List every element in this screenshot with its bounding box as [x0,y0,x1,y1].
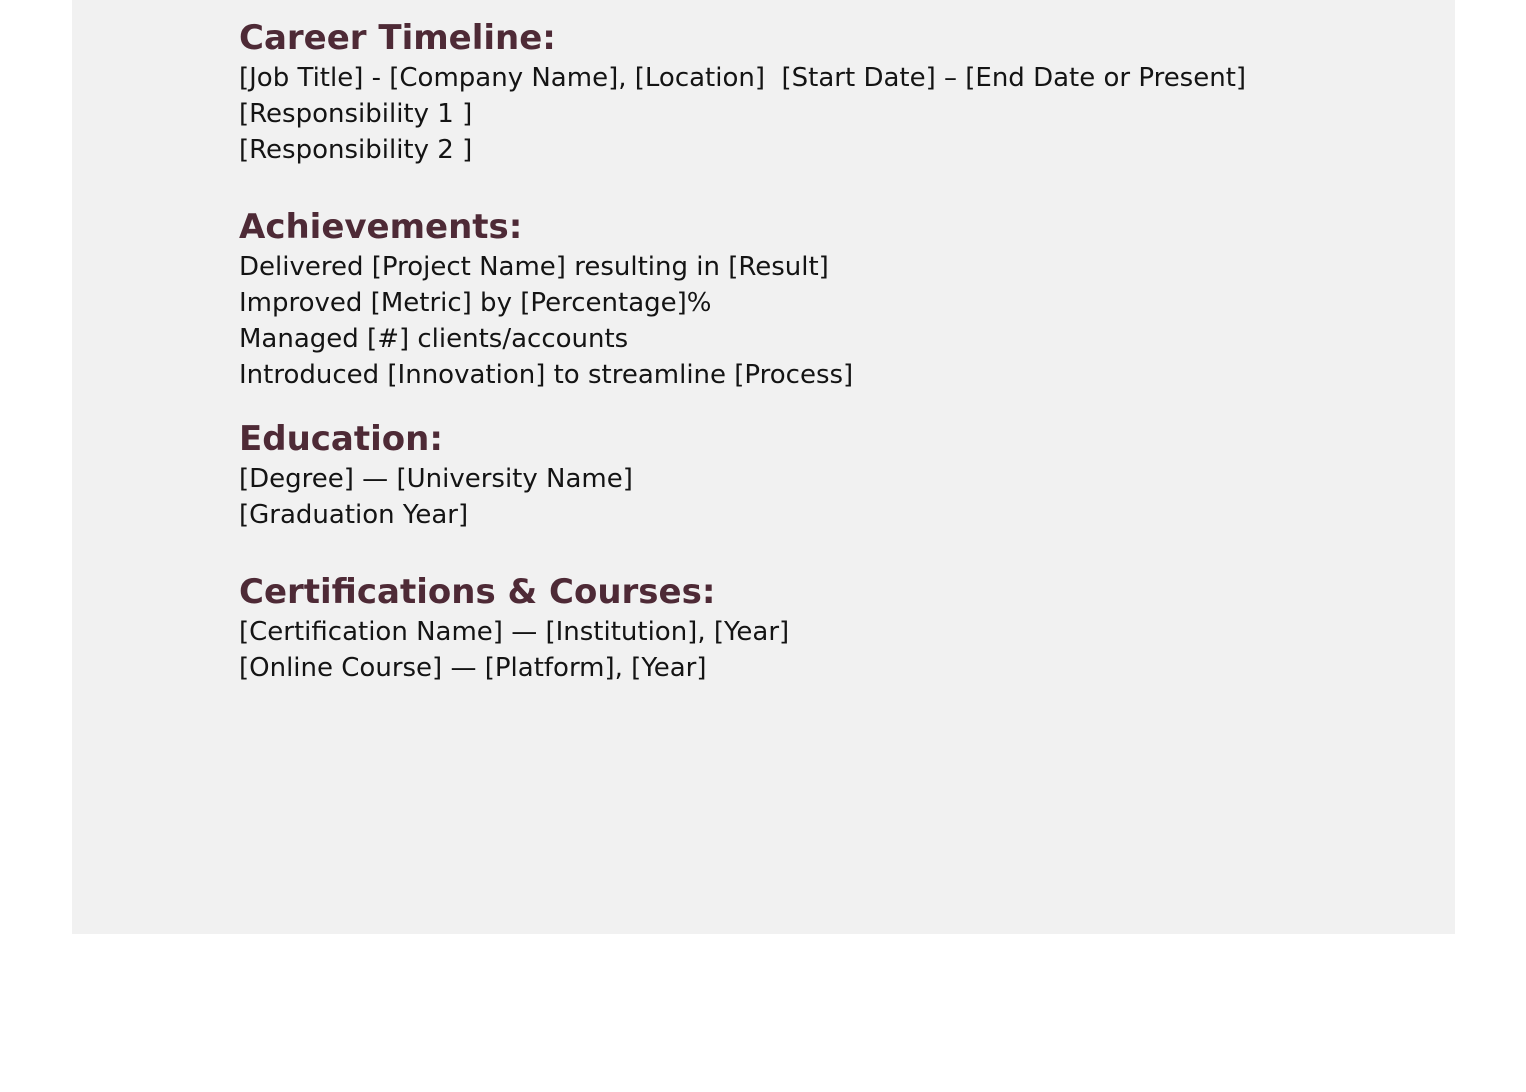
certifications-section [239,572,1389,686]
education-degree-line: [Degree] — [University Name] [239,464,633,494]
achievements-heading: Achievements: [239,207,523,247]
certification-item-2: [Online Course] — [Platform], [Year] [239,653,707,683]
career-timeline-section [239,18,1389,168]
career-job-line: [Job Title] - [Company Name], [Location] [Start Date] – [End Date or Present] [239,63,1247,93]
career-timeline-heading: Career Timeline: [239,18,556,58]
career-responsibility-2: [Responsibility 2 ] [239,135,473,165]
education-graduation-line: [Graduation Year] [239,500,469,530]
certification-item-1: [Certification Name] — [Institution], [Year] [239,617,790,647]
achievement-item-2: Improved [Metric] by [Percentage]% [239,288,712,318]
achievement-item-4: Introduced [Innovation] to streamline [Process] [239,360,854,390]
education-section [239,419,1389,533]
achievements-section [239,207,1389,393]
achievement-item-3: Managed [#] clients/accounts [239,324,629,354]
document-page [72,0,1455,934]
education-heading: Education: [239,419,443,459]
career-responsibility-1: [Responsibility 1 ] [239,99,473,129]
achievement-item-1: Delivered [Project Name] resulting in [Result] [239,252,829,282]
certifications-heading: Certifications & Courses: [239,572,716,612]
